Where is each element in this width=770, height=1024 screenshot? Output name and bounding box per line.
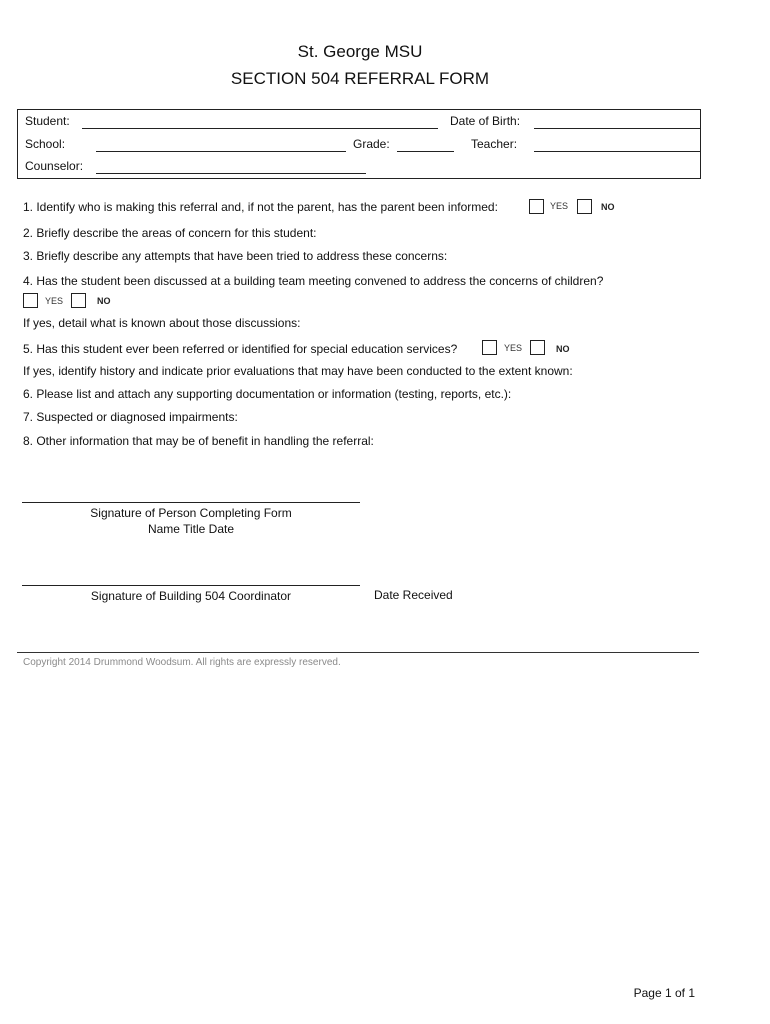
signature-person-label: Signature of Person Completing Form: [90, 506, 292, 520]
q5-no-label: NO: [556, 344, 570, 354]
signature-line-person[interactable]: [22, 502, 360, 503]
q1-yes-label: YES: [550, 201, 569, 211]
q5-no-checkbox[interactable]: [530, 340, 545, 355]
school-label: School:: [25, 137, 66, 151]
question-4-followup: If yes, detail what is known about those discussions:: [23, 316, 301, 330]
page-number: Page 1 of 1: [633, 986, 695, 1000]
question-2: 2. Briefly describe the areas of concern for this student:: [23, 226, 317, 240]
question-8: 8. Other information that may be of benefit in handling the referral:: [23, 434, 374, 448]
q1-yes-checkbox[interactable]: [529, 199, 544, 214]
school-field[interactable]: [96, 151, 346, 152]
q5-yes-checkbox[interactable]: [482, 340, 497, 355]
question-4: 4. Has the student been discussed at a building team meeting convened to address the concerns of children?: [23, 274, 604, 288]
name-title-date-label: Name Title Date: [147, 522, 235, 536]
teacher-field[interactable]: [534, 151, 700, 152]
form-subtitle: SECTION 504 REFERRAL FORM: [230, 69, 490, 88]
dob-field[interactable]: [534, 128, 700, 129]
teacher-label: Teacher:: [471, 137, 518, 151]
footer-divider: [17, 652, 699, 653]
date-received-label: Date Received: [374, 588, 453, 602]
counselor-field[interactable]: [96, 173, 366, 174]
grade-label: Grade:: [353, 137, 390, 151]
q1-no-label: NO: [601, 202, 615, 212]
question-5-followup: If yes, identify history and indicate prior evaluations that may have been conducted to the extent known:: [23, 364, 573, 378]
student-field[interactable]: [82, 128, 438, 129]
counselor-label: Counselor:: [25, 159, 84, 173]
question-6: 6. Please list and attach any supporting documentation or information (testing, reports, etc.):: [23, 387, 512, 401]
question-1: 1. Identify who is making this referral and, if not the parent, has the parent been informed:: [23, 200, 498, 214]
question-7: 7. Suspected or diagnosed impairments:: [23, 410, 238, 424]
q1-no-checkbox[interactable]: [577, 199, 592, 214]
q5-yes-label: YES: [504, 343, 523, 353]
q4-yes-checkbox[interactable]: [23, 293, 38, 308]
student-label: Student:: [25, 114, 70, 128]
signature-line-coordinator[interactable]: [22, 585, 360, 586]
q4-yes-label: YES: [45, 296, 64, 306]
signature-coordinator-label: Signature of Building 504 Coordinator: [90, 589, 292, 603]
question-5: 5. Has this student ever been referred or identified for special education services?: [23, 342, 458, 356]
form-title: St. George MSU: [297, 42, 423, 61]
grade-field[interactable]: [397, 151, 454, 152]
q4-no-label: NO: [97, 296, 111, 306]
q4-no-checkbox[interactable]: [71, 293, 86, 308]
dob-label: Date of Birth:: [450, 114, 521, 128]
copyright-notice: Copyright 2014 Drummond Woodsum. All rights are expressly reserved.: [23, 657, 341, 668]
question-3: 3. Briefly describe any attempts that have been tried to address these concerns:: [23, 249, 448, 263]
